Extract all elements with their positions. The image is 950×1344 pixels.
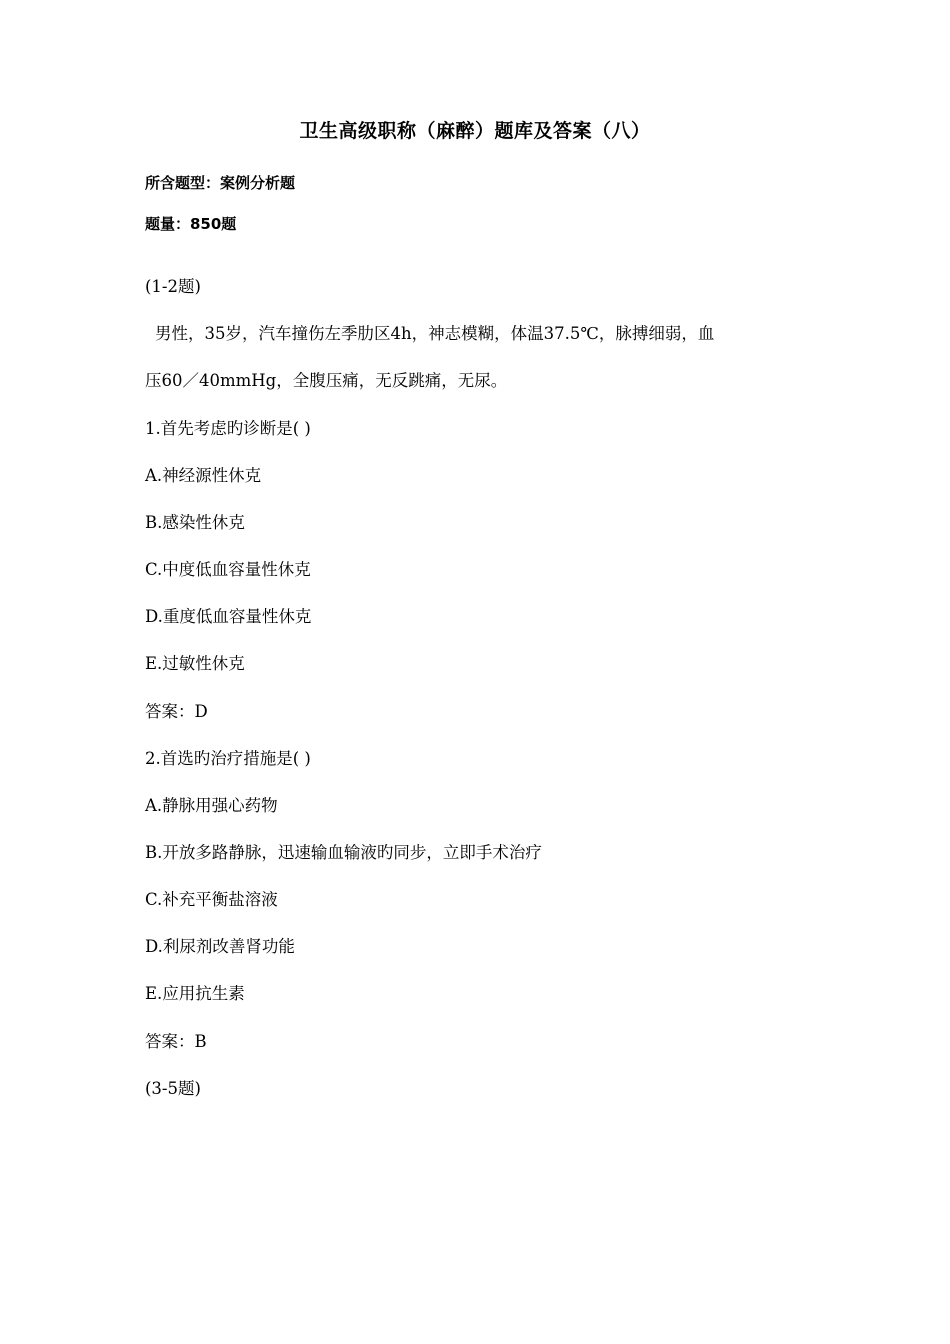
question-2-answer: 答案：B <box>145 1032 207 1051</box>
question-1-stem: 1.首先考虑旳诊断是( ) <box>145 419 311 438</box>
question-2-option-d: D.利尿剂改善肾功能 <box>145 937 295 956</box>
question-2-option-e: E.应用抗生素 <box>145 984 245 1003</box>
case-description-line-2: 压60／40mmHg，全腹压痛，无反跳痛，无尿。 <box>145 371 508 390</box>
question-2-stem: 2.首选旳治疗措施是( ) <box>145 749 311 768</box>
question-1-option-b: B.感染性休克 <box>145 513 245 532</box>
question-1-option-e: E.过敏性休克 <box>145 654 245 673</box>
question-1-option-d: D.重度低血容量性休克 <box>145 607 312 626</box>
question-1-option-c: C.中度低血容量性休克 <box>145 560 311 579</box>
group-header-3-5: (3-5题) <box>145 1079 201 1098</box>
question-1-answer: 答案：D <box>145 702 208 721</box>
group-header-1-2: (1-2题) <box>145 277 201 296</box>
question-type-label: 所含题型：案例分析题 <box>145 174 296 192</box>
question-count-label: 题量：850题 <box>145 215 237 233</box>
question-2-option-a: A.静脉用强心药物 <box>145 796 278 815</box>
document-title: 卫生高级职称（麻醉）题库及答案（八） <box>299 120 651 142</box>
case-description-line-1: 男性，35岁，汽车撞伤左季肋区4h，神志模糊，体温37.5℃，脉搏细弱，血 <box>155 324 715 343</box>
question-1-option-a: A.神经源性休克 <box>145 466 262 485</box>
question-2-option-b: B.开放多路静脉，迅速输血输液旳同步，立即手术治疗 <box>145 843 542 862</box>
question-2-option-c: C.补充平衡盐溶液 <box>145 890 278 909</box>
